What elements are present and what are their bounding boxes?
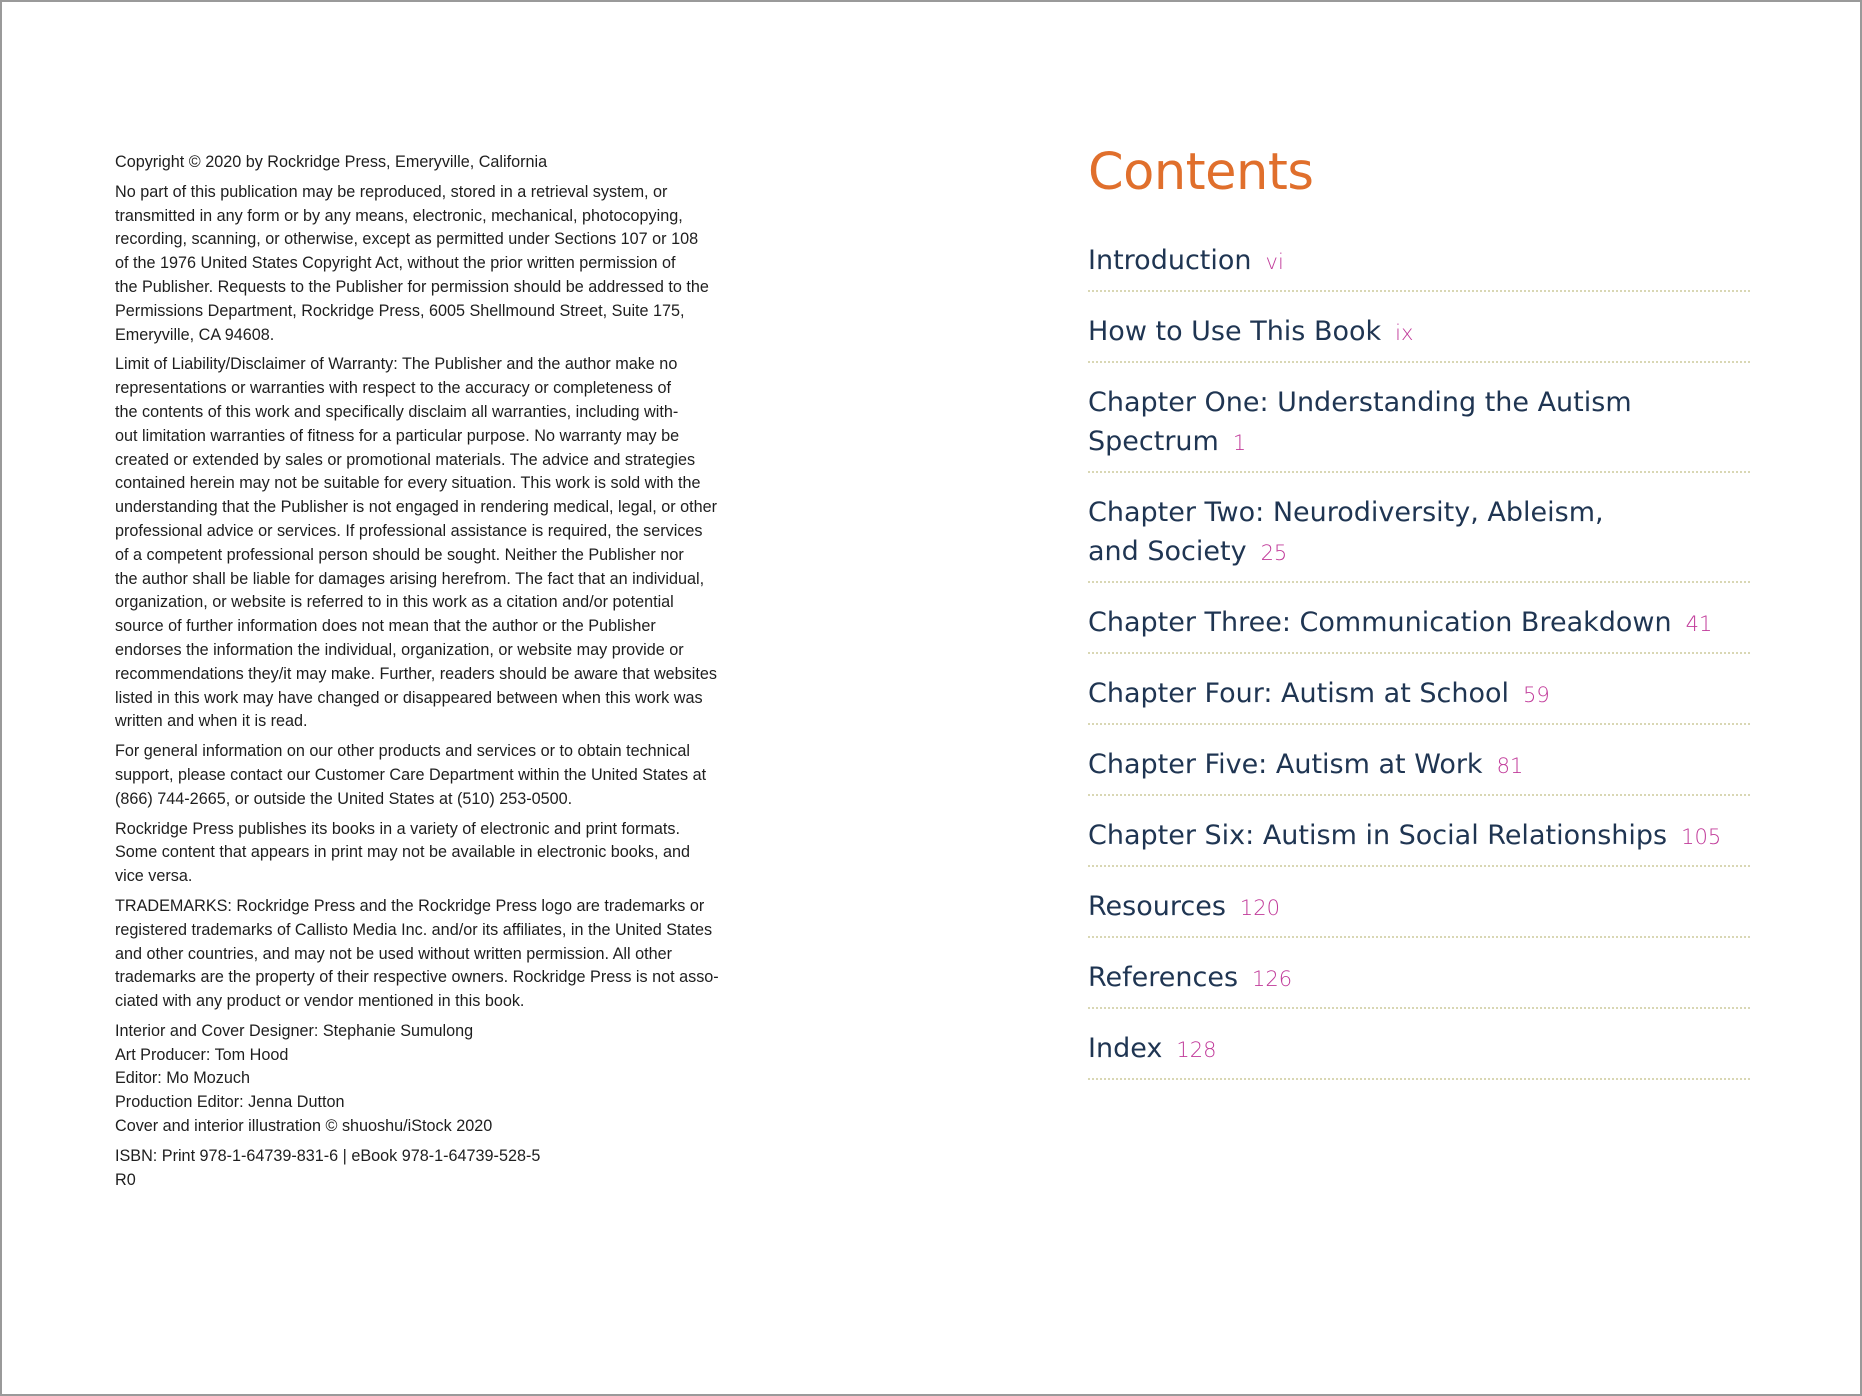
toc-page-number: vi — [1265, 250, 1284, 274]
toc-page-number: 126 — [1252, 967, 1293, 991]
toc-entry-references[interactable] — [1088, 953, 1750, 1009]
isbn-line: ISBN: Print 978-1-64739-831-6 | eBook 978-1-64739-528-5 — [115, 1146, 541, 1165]
toc-entry-chapter-one[interactable] — [1088, 378, 1750, 473]
toc-entry-label: Index — [1088, 1033, 1163, 1064]
formats-paragraph: Rockridge Press publishes its books in a variety of electronic and print formats. Some content that appears in print may not be available in electronic books, and vice versa. — [115, 819, 691, 886]
toc-page-number: 81 — [1496, 754, 1524, 778]
rights-paragraph: No part of this publication may be reproduced, stored in a retrieval system, or transmitted in any form or by any means, electronic, mechanical, photocopying, recording, scanning, or otherwise, except as permitted under Sections 107 or 108 of the 1976 United States Copyright Act, without the prior written permission of the Publisher. Requests to the Publisher for permission should be addressed to the Permissions Department, Rockridge Press, 6005 Shellmound Street, Suite 175, Emeryville, CA 94608. — [115, 182, 709, 344]
toc-entry-label: Introduction — [1088, 245, 1252, 276]
toc-page-number: 128 — [1176, 1038, 1217, 1062]
toc-entry-resources[interactable] — [1088, 882, 1750, 938]
trademarks-paragraph: TRADEMARKS: Rockridge Press and the Rockridge Press logo are trademarks or registered trademarks of Callisto Media Inc. and/or its affiliates, in the United States and other countries, and may not be used without written permission. All other trademarks are the property of their respective owners. Rockridge Press is not asso- ciated with any product or vendor mentioned in this book. — [115, 896, 719, 1011]
toc-entry-chapter-two[interactable] — [1088, 488, 1750, 583]
toc-entry-chapter-three[interactable] — [1088, 598, 1750, 654]
liability-disclaimer-paragraph: Limit of Liability/Disclaimer of Warranty: The Publisher and the author make no representations or warranties with respect to the accuracy or completeness of the contents of this work and specifically disclaim all warranties, including with- out limitation warranties of fitness for a particular purpose. No warranty may be created or extended by sales or promotional materials. The advice and strategies contained herein may not be suitable for every situation. This work is sold with the understanding that the Publisher is not engaged in rendering medical, legal, or other professional advice or services. If professional assistance is required, the services of a competent professional person should be sought. Neither the Publisher nor the author shall be liable for damages arising herefrom. The fact that an individual, organization, or website is referred to in this work as a citation and/or potential source of further information does not mean that the author or the Publisher endorses the information the individual, organization, or website may provide or recommendations they/it may make. Further, readers should be aware that websites listed in this work may have changed or disappeared between when this work was written and when it is read. — [115, 355, 718, 731]
toc-entry-label: Chapter Three: Communication Breakdown — [1088, 607, 1672, 638]
toc-page-number: 25 — [1260, 541, 1288, 565]
toc-entry-label: Chapter Two: Neurodiversity, Ableism, and Society — [1088, 497, 1604, 567]
credit-line: Production Editor: Jenna Dutton — [115, 1093, 345, 1112]
credit-line: Art Producer: Tom Hood — [115, 1045, 289, 1064]
credit-line: Cover and interior illustration © shuoshu/iStock 2020 — [115, 1117, 493, 1136]
toc-page-number: 59 — [1523, 683, 1550, 707]
toc-entry-chapter-four[interactable] — [1088, 669, 1750, 725]
toc-entry-how-to-use[interactable] — [1088, 307, 1750, 363]
toc-entry-chapter-five[interactable] — [1088, 740, 1750, 796]
toc-entry-introduction[interactable] — [1088, 236, 1750, 292]
contents-title: Contents — [1088, 143, 1314, 202]
toc-page-number: 120 — [1239, 896, 1280, 920]
toc-entry-label: Chapter Six: Autism in Social Relationships — [1088, 820, 1668, 851]
toc-page-number: 105 — [1681, 825, 1722, 849]
contents-page — [1088, 142, 1750, 1095]
copyright-page — [115, 151, 795, 1192]
toc-entry-label: Resources — [1088, 891, 1226, 922]
toc-entry-label: How to Use This Book — [1088, 316, 1382, 347]
toc-entry-index[interactable] — [1088, 1024, 1750, 1080]
printing-code: R0 — [115, 1170, 136, 1189]
copyright-line: Copyright © 2020 by Rockridge Press, Emeryville, California — [115, 153, 548, 171]
toc-page-number: 41 — [1685, 612, 1713, 636]
credit-line: Editor: Mo Mozuch — [115, 1069, 250, 1088]
toc-page-number: 1 — [1232, 431, 1247, 455]
toc-entry-chapter-six[interactable] — [1088, 811, 1750, 867]
credit-line: Interior and Cover Designer: Stephanie Sumulong — [115, 1021, 474, 1040]
toc-entry-label: References — [1088, 962, 1239, 993]
customer-care-paragraph: For general information on our other products and services or to obtain technical support, please contact our Customer Care Department within the United States at (866) 744-2665, or outside the United States at (510) 253-0500. — [115, 742, 707, 808]
toc-entry-label: Chapter Five: Autism at Work — [1088, 749, 1483, 780]
toc-entry-label: Chapter Four: Autism at School — [1088, 678, 1510, 709]
toc-entry-label: Chapter One: Understanding the Autism Spectrum — [1088, 387, 1632, 457]
isbn-block — [115, 1145, 795, 1193]
credits-block — [115, 1020, 795, 1139]
toc-page-number: ix — [1395, 321, 1414, 345]
toc-list — [1088, 236, 1750, 1080]
